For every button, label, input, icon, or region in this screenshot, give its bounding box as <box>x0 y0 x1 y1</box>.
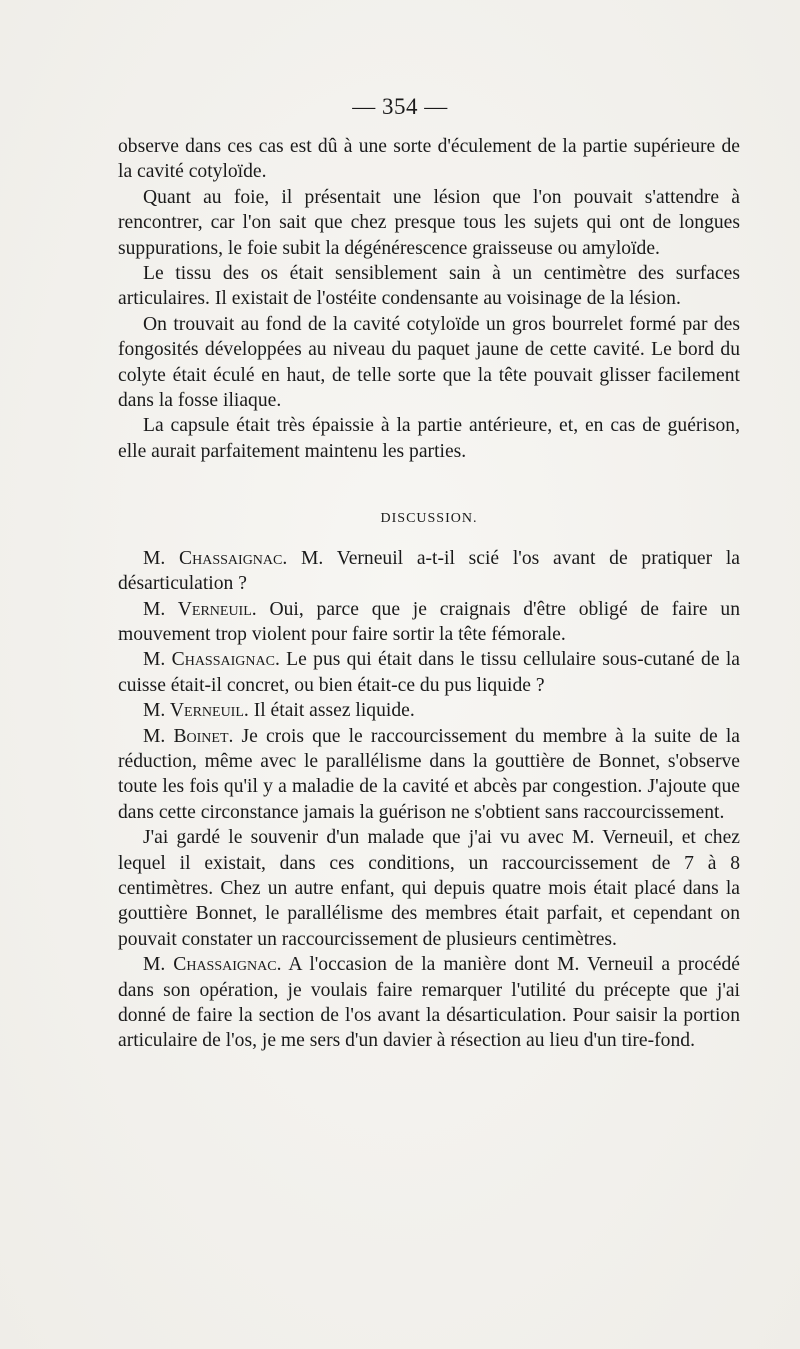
speech-text: A l'occasion de la manière dont M. Verneuil a procédé dans son opération, je voulais faire remarquer l'utilité du précepte que j'ai donné de faire la section de l'os avant la désarticulation. Pour saisir la portion articulaire de l'os, je me sers d'un davier à résection au lieu d'un tire-fond. <box>118 954 740 1052</box>
speaker-name: M. Chassaignac. <box>143 954 282 976</box>
speaker-name: M. Verneuil. <box>143 598 257 620</box>
paragraph: Le tissu des os était sensiblement sain à un centimètre des surfaces articulaires. Il existait de l'ostéite condensante au voisinage de la lésion. <box>118 263 740 310</box>
paragraph: La capsule était très épaissie à la partie antérieure, et, en cas de guérison, elle aurait parfaitement maintenu les parties. <box>118 415 740 462</box>
speaker-name: M. Boinet. <box>143 725 234 747</box>
section-heading: DISCUSSION. <box>380 511 478 527</box>
paragraph: observe dans ces cas est dû à une sorte d'éculement de la partie supérieure de la cavité cotyloïde. <box>118 136 740 183</box>
speaker-name: M. Chassaignac. <box>143 547 288 569</box>
main-text <box>118 134 740 1054</box>
paragraph: Quant au foie, il présentait une lésion que l'on pouvait s'attendre à rencontrer, car l'on sait que chez presque tous les sujets qui ont de longues suppurations, le foie subit la dégénérescence graisseuse ou amyloïde. <box>118 186 740 259</box>
discussion-entry <box>118 546 740 597</box>
discussion-entry <box>118 647 740 698</box>
discussion-entry <box>118 724 740 826</box>
discussion-entry <box>118 597 740 648</box>
speech-text: M. Verneuil a-t-il scié l'os avant de pratiquer la désarticulation ? <box>118 547 740 595</box>
speaker-name: M. Verneuil. <box>143 700 249 722</box>
discussion-entry <box>118 825 740 952</box>
discussion-entry <box>118 952 740 1054</box>
speech-text: J'ai gardé le souvenir d'un malade que j'ai vu avec M. Verneuil, et chez lequel il existait, dans ces conditions, un raccourcissement de 7 à 8 centimètres. Chez un autre enfant, qui depuis quatre mois était placé dans la gouttière Bonnet, le parallélisme des membres était parfait, et cependant on pouvait constater un raccourcissement de plusieurs centimètres. <box>118 827 740 950</box>
discussion-entry <box>118 698 740 723</box>
speech-text: Il était assez liquide. <box>248 700 415 722</box>
speech-text: Je crois que le raccourcissement du membre à la suite de la réduction, même avec le parallélisme dans la gouttière de Bonnet, s'observe toute les fois qu'il y a maladie de la cavité et abcès par congestion. J'ajoute que dans cette circonstance jamais la guérison ne s'obtient sans raccourcissement. <box>118 725 740 823</box>
speech-text: Oui, parce que je craignais d'être obligé de faire un mouvement trop violent pour faire sortir la tête fémorale. <box>118 598 740 645</box>
page-number: — 354 — <box>352 94 448 119</box>
speaker-name: M. Chassaignac. <box>143 649 280 671</box>
paragraph: On trouvait au fond de la cavité cotyloïde un gros bourrelet formé par des fongosités développées au niveau du paquet jaune de cette cavité. Le bord du colyte était éculé en haut, de telle sorte que la tête pouvait glisser facilement dans la fosse iliaque. <box>118 313 740 412</box>
speech-text: Le pus qui était dans le tissu cellulaire sous-cutané de la cuisse était-il concret, ou bien était-ce du pus liquide ? <box>118 649 740 696</box>
